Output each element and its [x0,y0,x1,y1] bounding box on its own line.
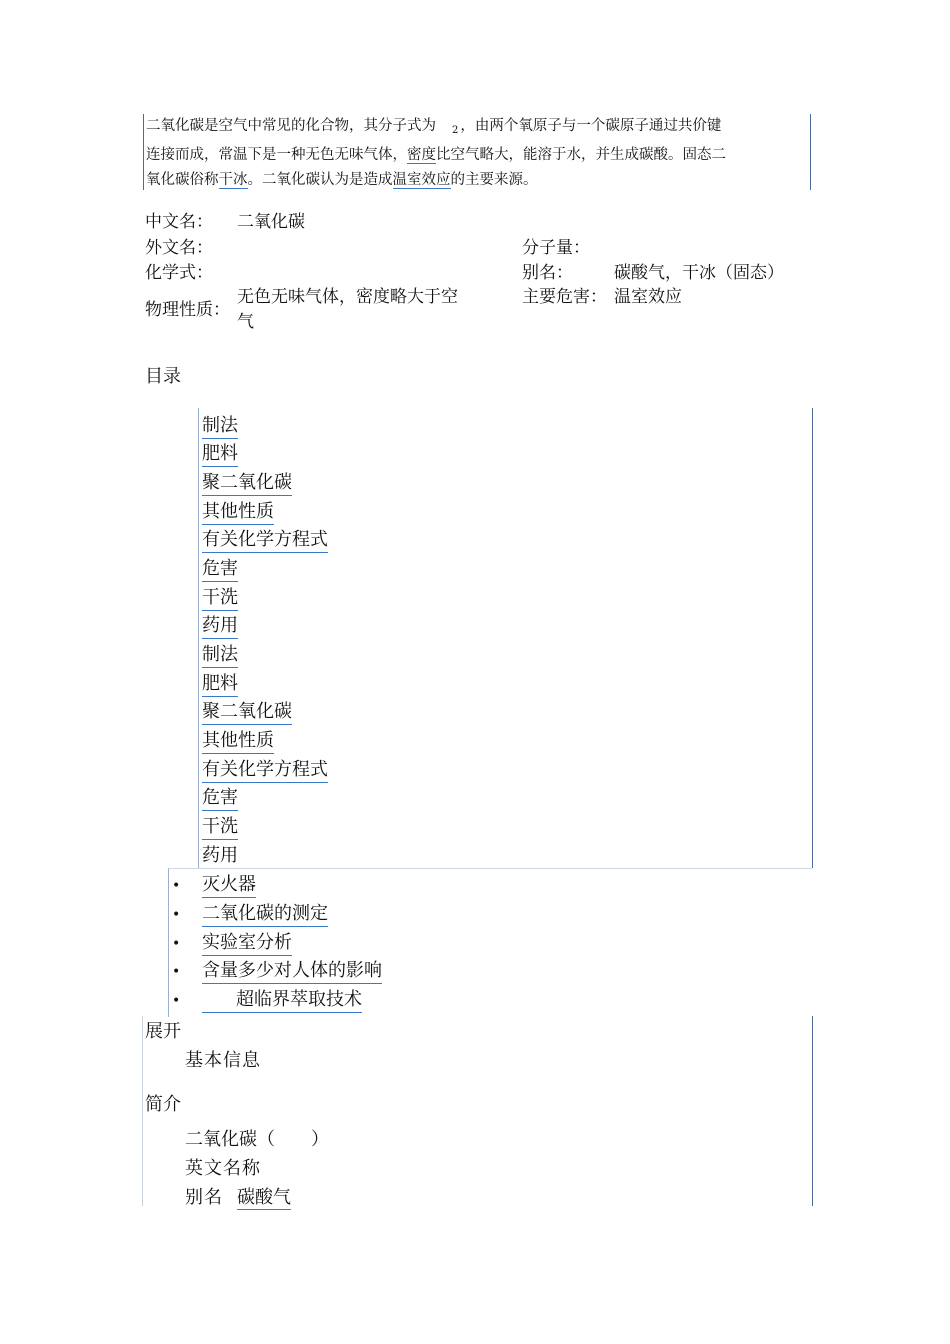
toc-item-fangchengshi[interactable]: 有关化学方程式 [202,528,328,553]
toc-item-chaolinjie[interactable]: 超临界萃取技术 [202,988,362,1013]
alias-line-label: 别名 [185,1187,223,1208]
toc-item-qita-xingzhi[interactable]: 其他性质 [202,500,274,525]
toc-item-zhifa[interactable]: 制法 [202,643,238,668]
toc-item-qita-xingzhi[interactable]: 其他性质 [202,729,274,754]
intro-heading: 简介 [145,1094,181,1115]
link-dry-ice[interactable]: 干冰 [218,172,248,188]
toc-item-ganxi[interactable]: 干洗 [202,815,238,840]
toc-item-miehuoqi[interactable]: 灭火器 [202,873,256,898]
toc-title: 目录 [145,366,181,387]
toc-item-fangchengshi[interactable]: 有关化学方程式 [202,758,328,783]
toc-item-yaoyong[interactable]: 药用 [202,614,238,639]
toc-item-ju-eryanghuatan[interactable]: 聚二氧化碳 [202,471,292,496]
molecular-weight-label: 分子量： [522,238,590,258]
hazard-value: 温室效应 [614,287,682,307]
bullet-dot: • [172,878,181,894]
toc-item-feiliao[interactable]: 肥料 [202,672,238,697]
intro-line-1: 二氧化碳是空气中常见的化合物，其分子式为 $_2$ ，由两个氧原子与一个碳原子通过共价键 [146,118,722,136]
foreign-name-label: 外文名： [145,238,213,258]
toc-item-zhifa[interactable]: 制法 [202,414,238,439]
toc-item-renti-yingxiang[interactable]: 含量多少对人体的影响 [202,959,382,984]
link-greenhouse-effect[interactable]: 温室效应 [392,172,451,188]
link-density[interactable]: 密度 [407,147,436,163]
english-name-line: 英文名称 [185,1158,261,1179]
toc-item-yaoyong[interactable]: 药用 [202,844,238,869]
toc-item-shiyanshi-fenxi[interactable]: 实验室分析 [202,931,292,956]
formula-label: 化学式： [145,263,213,283]
formula-subscript: 2 [452,125,459,136]
physical-properties-label: 物理性质： [145,300,230,320]
physical-properties-value-line2: 气 [237,312,254,332]
intro-line-3: 氧化碳俗称干冰。二氧化碳认为是造成温室效应的主要来源。 [146,172,538,188]
bullet-dot: • [172,936,181,952]
toc-item-ju-eryanghuatan[interactable]: 聚二氧化碳 [202,700,292,725]
alias-label: 别名： [522,263,573,283]
alias-link[interactable]: 碳酸气 [237,1183,291,1210]
bullet-dot: • [172,907,181,923]
basic-info-heading: 基本信息 [185,1050,261,1071]
name-line: 二氧化碳（ ） [185,1129,329,1150]
expand-toggle[interactable]: 展开 [145,1021,181,1042]
bullet-dot: • [172,993,181,1009]
toc-item-feiliao[interactable]: 肥料 [202,442,238,467]
chinese-name-label: 中文名： [145,212,213,232]
toc-item-weihai[interactable]: 危害 [202,786,238,811]
toc-item-ceding[interactable]: 二氧化碳的测定 [202,902,328,927]
hazard-label: 主要危害： [522,287,607,307]
intro-paragraph [143,114,811,190]
toc-item-weihai[interactable]: 危害 [202,557,238,582]
bullet-dot: • [172,964,181,980]
intro-line-2: 连接而成，常温下是一种无色无味气体，密度比空气略大，能溶于水，并生成碳酸。固态二 [146,147,726,163]
alias-value: 碳酸气，干冰（固态） [614,263,784,283]
toc-item-ganxi[interactable]: 干洗 [202,586,238,611]
physical-properties-value-line1: 无色无味气体，密度略大于空 [237,287,458,307]
chinese-name-value: 二氧化碳 [237,212,305,232]
